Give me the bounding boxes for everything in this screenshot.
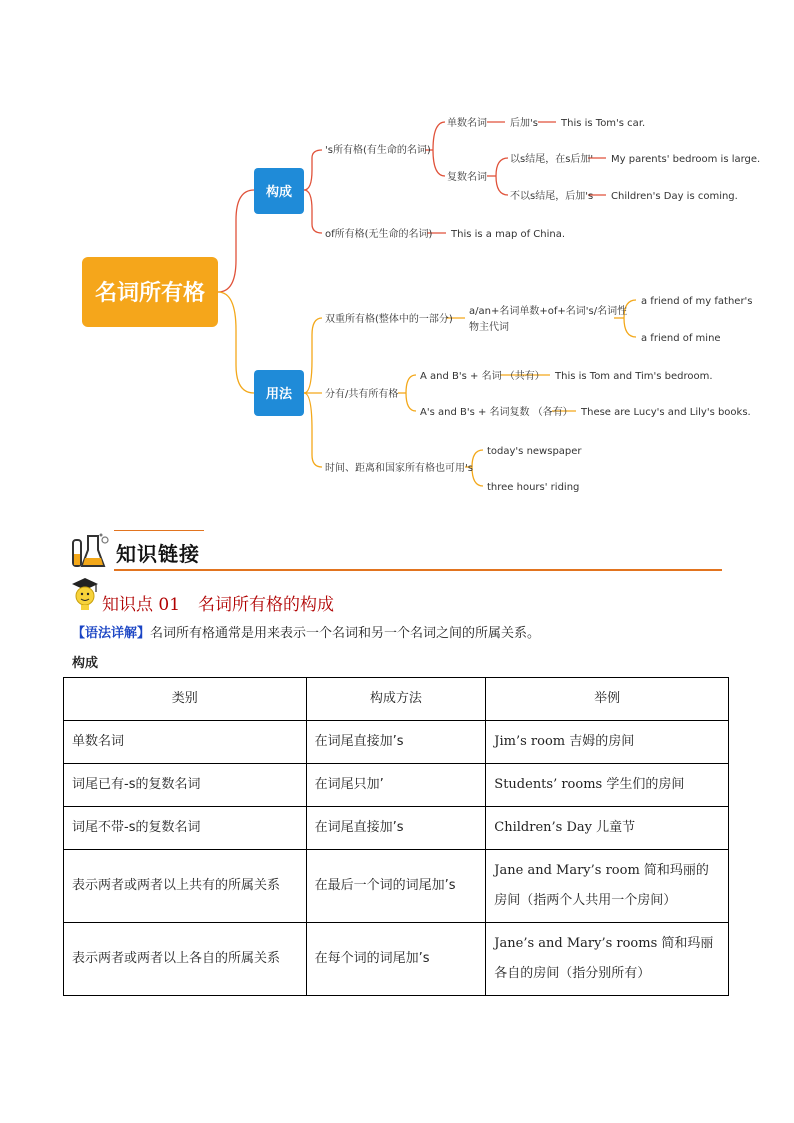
heading-rule-top	[114, 530, 204, 531]
node-plural-noun: 复数名词	[447, 172, 487, 183]
table-row	[64, 764, 729, 807]
graduate-mascot-icon	[70, 576, 100, 610]
example-three-hours-riding: three hours' riding	[487, 482, 580, 493]
table-row	[64, 923, 729, 996]
node-double-possessive: 双重所有格(整体中的一部分)	[325, 314, 453, 325]
cell-category: 表示两者或两者以上共有的所属关系	[64, 850, 307, 923]
example-toms-car: This is Tom's car.	[561, 118, 646, 129]
node-of-possessive: of所有格(无生命的名词)	[325, 229, 433, 240]
table-row	[64, 721, 729, 764]
section-title: 知识链接	[116, 542, 200, 566]
header-category: 类别	[64, 678, 307, 721]
node-separate-joint-possessive: 分有/共有所有格	[325, 389, 399, 400]
node-separate-possession: A's and B's + 名词复数 （各有）	[420, 407, 573, 418]
grammar-intro	[72, 622, 540, 641]
root-label: 名词所有格	[94, 281, 206, 306]
node-double-possessive-rule-line1: a/an+名词单数+of+名词's/名词性	[469, 306, 628, 317]
cell-category: 词尾不带-s的复数名词	[64, 807, 307, 850]
cell-category: 词尾已有-s的复数名词	[64, 764, 307, 807]
header-example: 举例	[486, 678, 729, 721]
node-not-ends-with-s: 不以s结尾，后加's	[510, 191, 594, 202]
knowledge-point-heading	[70, 576, 670, 615]
cell-category: 表示两者或两者以上各自的所属关系	[64, 923, 307, 996]
knowledge-point-label: 知识点 01	[102, 595, 181, 615]
cell-example: Students’ rooms 学生们的房间	[486, 764, 729, 807]
table-row	[64, 807, 729, 850]
branch-usage	[254, 370, 304, 416]
branch-composition	[254, 168, 304, 214]
example-friend-of-fathers: a friend of my father's	[641, 296, 753, 307]
cell-method: 在每个词的词尾加’s	[306, 923, 486, 996]
section-heading	[70, 530, 722, 572]
mind-map-root	[82, 257, 218, 327]
subheading: 构成	[72, 656, 99, 671]
example-lucys-and-lilys-books: These are Lucy's and Lily's books.	[581, 407, 751, 418]
grammar-intro-text: 名词所有格通常是用来表示一个名词和另一个名词之间的所属关系。	[150, 626, 541, 641]
cell-category: 单数名词	[64, 721, 307, 764]
header-method: 构成方法	[306, 678, 486, 721]
example-tom-and-tims-bedroom: This is Tom and Tim's bedroom.	[555, 371, 713, 382]
node-ends-with-s: 以s结尾，在s后加'	[510, 154, 594, 165]
example-childrens-day: Children's Day is coming.	[611, 191, 738, 202]
cell-method: 在最后一个词的词尾加’s	[306, 850, 486, 923]
example-todays-newspaper: today's newspaper	[487, 446, 582, 457]
cell-method: 在词尾直接加’s	[306, 721, 486, 764]
cell-method: 在词尾只加’	[306, 764, 486, 807]
grammar-tag: 【语法详解】	[72, 626, 151, 641]
example-parents-bedroom: My parents' bedroom is large.	[611, 154, 761, 165]
example-map-of-china: This is a map of China.	[451, 229, 566, 240]
node-s-possessive: 's所有格(有生命的名词)	[325, 145, 431, 156]
branch-usage-label: 用法	[265, 387, 293, 402]
cell-example: Jane and Mary’s room 简和玛丽的房间（指两个人共用一个房间）	[486, 850, 729, 923]
cell-example: Children’s Day 儿童节	[486, 807, 729, 850]
node-double-possessive-rule-line2: 物主代词	[469, 322, 509, 333]
cell-example: Jim’s room 吉姆的房间	[486, 721, 729, 764]
mind-map	[0, 0, 794, 510]
example-friend-of-mine: a friend of mine	[641, 333, 721, 344]
node-singular-noun: 单数名词	[447, 118, 487, 129]
node-time-distance-country: 时间、距离和国家所有格也可用's	[325, 463, 473, 474]
node-add-s: 后加's	[510, 118, 538, 129]
heading-rule	[114, 569, 722, 571]
knowledge-point-title: 名词所有格的构成	[198, 595, 334, 615]
branch-composition-label: 构成	[265, 185, 293, 200]
node-joint-possession: A and B's + 名词 （共有）	[420, 371, 545, 382]
cell-method: 在词尾直接加’s	[306, 807, 486, 850]
table-row	[64, 850, 729, 923]
composition-table	[63, 677, 729, 996]
flask-icon	[70, 532, 110, 570]
cell-example: Jane’s and Mary’s rooms 简和玛丽各自的房间（指分别所有）	[486, 923, 729, 996]
table-header-row	[64, 678, 729, 721]
